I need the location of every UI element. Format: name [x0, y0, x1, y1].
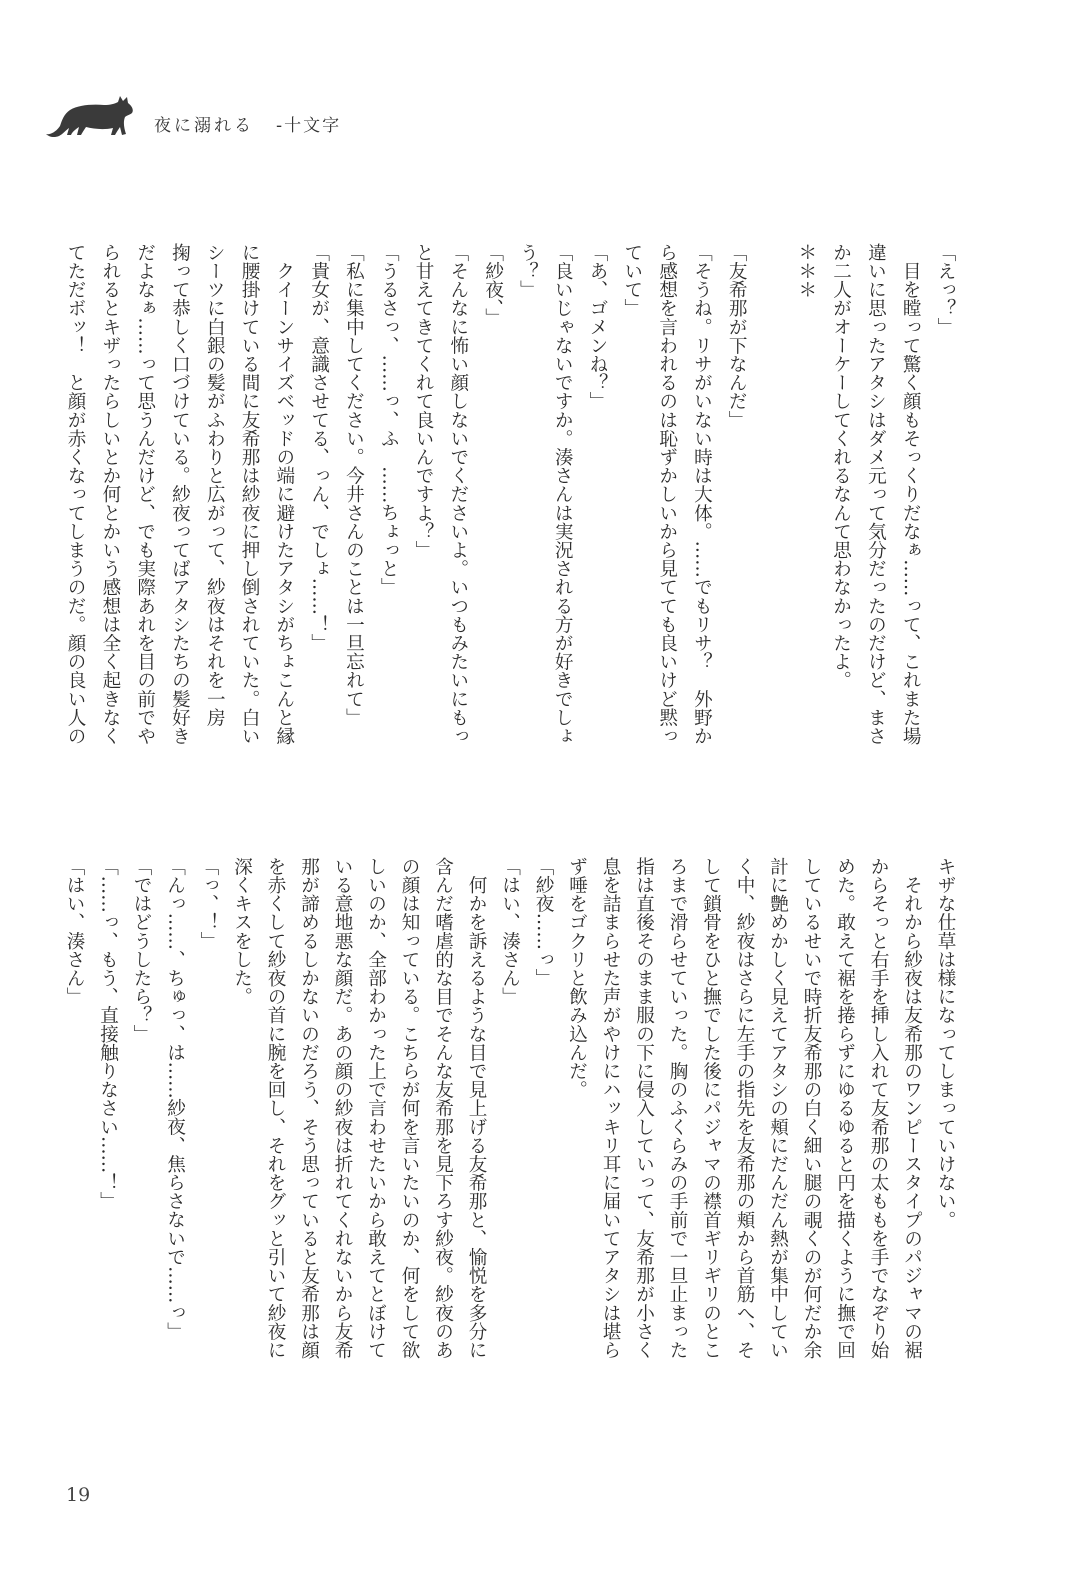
text-column: 指は直後そのまま服の下に侵入していって、友希那が小さく [633, 857, 655, 1360]
text-column: しているせいで時折友希那の白く細い腿の覗くのが何だか余 [801, 857, 822, 1360]
text-column [753, 243, 788, 763]
text-column: 「……っ、もう、直接触りなさい……！」 [97, 857, 119, 1211]
text-column: 目を瞠って驚く顔もそっくりだなぁ……って、これまた場 [900, 243, 922, 746]
text-column: して鎖骨をひと撫でした後にパジャマの襟首ギリギリのとこ [700, 857, 722, 1360]
text-column: 深くキスをした。 [231, 857, 253, 1006]
text-column: られるとキザったらしいとか何とかいう感想は全く起きなく [99, 243, 121, 746]
text-column: 何かを訴えるような目で見上げる友希那と、愉悦を多分に [466, 857, 487, 1360]
text-column: シーツに白銀の髪がふわりと広がって、紗夜はそれを一房 [204, 243, 226, 727]
text-column: う？」 [517, 243, 539, 299]
text-column: ら感想を言われるのは恥ずかしいから見てても良いけど黙っ [656, 243, 678, 746]
text-column: 息を詰まらせた声がやけにハッキリ耳に届いてアタシは堪ら [600, 857, 621, 1360]
text-column: 掬って恭しく口づけている。紗夜ってばアタシたちの髪好き [169, 243, 191, 746]
text-column: ていて」 [621, 243, 643, 318]
text-column: 「紗夜、」 [482, 243, 504, 327]
text-column: か二人がオーケーしてくれるなんて思わなかったよ。 [830, 243, 852, 690]
text-column: 「友希那が下なんだ」 [726, 243, 748, 429]
text-column: 「貴女が、意識させてる、っん、でしょ……！」 [308, 243, 330, 653]
text-block-top [57, 243, 962, 763]
text-column: いる意地悪な顔だ。あの顔の紗夜は折れてくれないから友希 [332, 857, 353, 1360]
text-column: 「良いじゃないですか。湊さんは実況される方が好きでしょ [552, 243, 574, 746]
text-column: それから紗夜は友希那のワンピースタイプのパジャマの裾 [901, 857, 923, 1360]
text-column: 「あ、ゴメンね？」 [587, 243, 609, 411]
text-column: だよなぁ……って思うんだけど、でも実際あれを目の前でや [134, 243, 156, 746]
text-column: く中、紗夜はさらに左手の指先を友希那の頬から首筋へ、そ [734, 857, 755, 1360]
text-column: てただボッ！ と顔が赤くなってしまうのだ。顔の良い人の [65, 243, 87, 746]
running-header [44, 92, 341, 138]
text-column: めた。敢えて裾を捲らずにゆるゆると円を描くように撫で回 [834, 857, 856, 1360]
text-column: 「うるさっ、……っ、ふ ……ちょっと」 [378, 243, 400, 597]
text-column: 「ではどうしたら？」 [131, 857, 152, 1043]
text-column: 「私に集中してください。今井さんのことは一旦忘れて」 [343, 243, 365, 727]
text-column: ろまで滑らせていった。胸のふくらみの手前で一旦止まった [667, 857, 688, 1360]
text-column: を赤くして紗夜の首に腕を回し、それをグッと引いて紗夜に [265, 857, 286, 1360]
text-column: 「っ、！」 [198, 857, 219, 950]
text-column: 含んだ嗜虐的な目でそんな友希那を見下ろす紗夜。紗夜のあ [432, 857, 454, 1360]
text-column: 違いに思ったアタシはダメ元って気分だったのだけど、まさ [865, 243, 887, 746]
text-column: 「そうね。リサがいない時は大体。……でもリサ？ 外野か [691, 243, 713, 746]
text-column: からそっと右手を挿し入れて友希那の太ももを手でなぞり始 [868, 857, 889, 1360]
text-column: クイーンサイズベッドの端に避けたアタシがちょこんと縁 [273, 243, 295, 746]
text-column: 「はい、湊さん」 [64, 857, 85, 1006]
text-column: と甘えてきてくれて良いんですよ？」 [413, 243, 435, 560]
text-column: ＊＊＊ [795, 243, 817, 299]
page-number: 19 [66, 1484, 91, 1506]
text-column: ず唾をゴクリと飲み込んだ。 [566, 857, 588, 1099]
running-author: -十文字 [276, 116, 342, 136]
text-column: 「んっ……、ちゅっ、は……紗夜、焦らさないで……っ」 [164, 857, 186, 1341]
text-block-bottom [58, 857, 963, 1377]
text-column: 「はい、湊さん」 [499, 857, 521, 1006]
text-column: 計に艶めかしく見えてアタシの頬にだんだん熱が集中してい [767, 857, 789, 1360]
cat-silhouette-icon [44, 94, 136, 138]
text-column: 「紗夜……っ」 [533, 857, 554, 988]
text-column: 「えっ？」 [935, 243, 956, 336]
text-column: 「そんなに怖い顔しないでくださいよ。いつもみたいにもっ [447, 243, 469, 746]
text-column: しいのか、全部わかった上で言わせたいから敢えてとぼけて [365, 857, 387, 1360]
running-title: 夜に溺れる [154, 116, 254, 136]
text-column: キザな仕草は様になってしまっていけない。 [935, 857, 956, 1229]
text-column: 那が諦めるしかないのだろう、そう思っていると友希那は顔 [298, 857, 320, 1360]
text-column: の顔は知っている。こちらが何を言いたいのか、何をして欲 [399, 857, 420, 1360]
text-column: に腰掛けている間に友希那は紗夜に押し倒されていた。白い [239, 243, 261, 746]
